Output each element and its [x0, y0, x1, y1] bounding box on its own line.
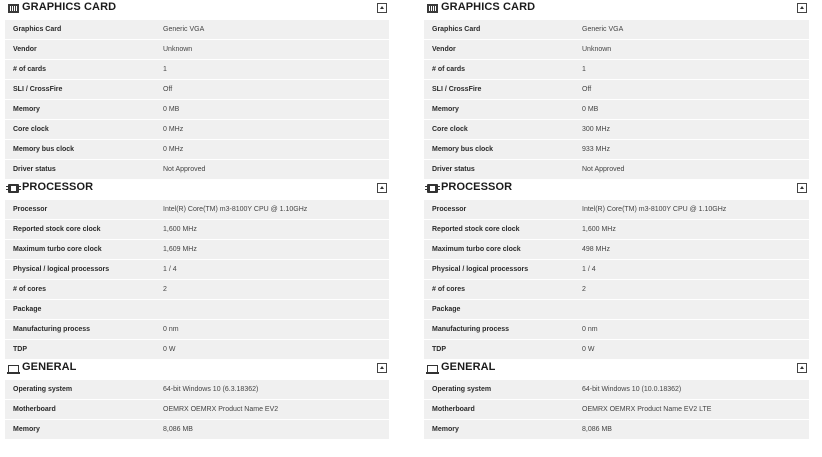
collapse-button[interactable] — [797, 363, 807, 373]
row-label: TDP — [432, 346, 446, 353]
info-row — [424, 420, 809, 439]
collapse-button[interactable] — [377, 183, 387, 193]
info-row — [5, 60, 389, 79]
info-row — [5, 380, 389, 399]
row-value: Unknown — [163, 46, 193, 53]
section-title: PROCESSOR — [441, 181, 513, 193]
graphics-card-header — [5, 0, 389, 20]
row-value: Off — [582, 86, 592, 93]
info-row — [424, 140, 809, 159]
info-row — [5, 160, 389, 179]
row-label: Memory bus clock — [432, 146, 494, 153]
info-row — [424, 160, 809, 179]
left-system-info-panel — [5, 0, 389, 440]
graphics-card-icon — [427, 4, 438, 13]
info-row — [424, 280, 809, 299]
row-value: 0 MHz — [163, 146, 184, 153]
row-value: 0 MB — [163, 106, 180, 113]
laptop-icon — [8, 365, 19, 373]
row-label: Graphics Card — [13, 26, 62, 33]
info-row — [424, 380, 809, 399]
row-label: Memory bus clock — [13, 146, 75, 153]
row-value: Generic VGA — [582, 26, 624, 33]
row-value: 300 MHz — [582, 126, 611, 133]
row-value: 1 / 4 — [163, 266, 177, 273]
info-row — [5, 20, 389, 39]
row-label: Operating system — [13, 386, 73, 393]
row-value: 2 — [163, 286, 167, 293]
info-row — [5, 240, 389, 259]
collapse-button[interactable] — [797, 183, 807, 193]
row-value: 1,609 MHz — [163, 246, 197, 253]
info-row — [424, 200, 809, 219]
section-title: GRAPHICS CARD — [441, 1, 536, 13]
row-label: Core clock — [13, 126, 49, 133]
row-label: Manufacturing process — [432, 326, 510, 333]
row-label: # of cores — [432, 286, 466, 293]
row-value: Not Approved — [582, 166, 625, 173]
row-value: Off — [163, 86, 173, 93]
info-row — [5, 400, 389, 419]
row-value: 64-bit Windows 10 (10.0.18362) — [582, 386, 682, 393]
row-label: Processor — [13, 206, 48, 213]
row-value: 1 — [163, 66, 167, 73]
row-value: 933 MHz — [582, 146, 611, 153]
row-value: 0 nm — [582, 326, 598, 333]
row-value: 8,086 MB — [582, 426, 612, 433]
general-header — [5, 360, 389, 380]
row-value: 1 / 4 — [582, 266, 596, 273]
info-row — [5, 260, 389, 279]
row-label: # of cores — [13, 286, 47, 293]
row-value: 1 — [582, 66, 586, 73]
info-row — [5, 40, 389, 59]
row-value: Not Approved — [163, 166, 206, 173]
row-value: 0 W — [582, 346, 595, 353]
section-title: GENERAL — [441, 361, 496, 373]
row-label: Memory — [13, 106, 40, 113]
row-label: Memory — [432, 426, 459, 433]
row-label: Package — [13, 306, 42, 313]
row-value: OEMRX OEMRX Product Name EV2 — [163, 406, 279, 413]
row-value: 498 MHz — [582, 246, 611, 253]
row-label: Processor — [432, 206, 467, 213]
row-value: 0 W — [163, 346, 176, 353]
row-label: Operating system — [432, 386, 492, 393]
row-value: 0 MHz — [163, 126, 184, 133]
section-title: GRAPHICS CARD — [22, 1, 117, 13]
row-label: Memory — [432, 106, 459, 113]
info-row — [424, 60, 809, 79]
row-label: Memory — [13, 426, 40, 433]
row-label: TDP — [13, 346, 27, 353]
collapse-button[interactable] — [797, 3, 807, 13]
info-row — [5, 280, 389, 299]
info-row — [424, 320, 809, 339]
processor-icon — [8, 184, 19, 193]
processor-icon — [427, 184, 438, 193]
info-row — [5, 420, 389, 439]
info-row — [424, 100, 809, 119]
row-label: # of cards — [13, 66, 47, 73]
info-row — [424, 120, 809, 139]
row-value: Intel(R) Core(TM) m3-8100Y CPU @ 1.10GHz — [163, 206, 308, 213]
collapse-button[interactable] — [377, 3, 387, 13]
graphics-card-header — [424, 0, 809, 20]
row-label: Physical / logical processors — [432, 266, 529, 273]
row-label: Maximum turbo core clock — [13, 246, 102, 253]
row-label: Reported stock core clock — [432, 226, 520, 233]
section-title: GENERAL — [22, 361, 77, 373]
row-label: Motherboard — [432, 406, 475, 413]
row-label: # of cards — [432, 66, 466, 73]
info-row — [424, 400, 809, 419]
row-value: 8,086 MB — [163, 426, 193, 433]
row-label: Core clock — [432, 126, 468, 133]
collapse-button[interactable] — [377, 363, 387, 373]
row-label: Motherboard — [13, 406, 56, 413]
row-label: Driver status — [432, 166, 475, 173]
info-row — [424, 240, 809, 259]
row-value: 1,600 MHz — [582, 226, 616, 233]
info-row — [424, 220, 809, 239]
info-row — [5, 320, 389, 339]
row-label: Reported stock core clock — [13, 226, 101, 233]
info-row — [424, 20, 809, 39]
info-row — [5, 120, 389, 139]
info-row — [424, 80, 809, 99]
row-label: SLI / CrossFire — [432, 86, 482, 93]
row-label: Vendor — [432, 46, 456, 53]
row-value: Generic VGA — [163, 26, 205, 33]
laptop-icon — [427, 365, 438, 373]
info-row — [424, 300, 809, 319]
general-header — [424, 360, 809, 380]
processor-header — [424, 180, 809, 200]
info-row — [5, 100, 389, 119]
row-value: 2 — [582, 286, 586, 293]
row-value: OEMRX OEMRX Product Name EV2 LTE — [582, 406, 712, 413]
processor-header — [5, 180, 389, 200]
info-row — [5, 200, 389, 219]
graphics-card-icon — [8, 4, 19, 13]
info-row — [424, 340, 809, 359]
info-row — [424, 40, 809, 59]
row-value: Unknown — [582, 46, 612, 53]
row-value: 64-bit Windows 10 (6.3.18362) — [163, 386, 259, 393]
info-row — [5, 220, 389, 239]
info-row — [424, 260, 809, 279]
info-row — [5, 140, 389, 159]
info-row — [5, 300, 389, 319]
row-label: Vendor — [13, 46, 37, 53]
section-title: PROCESSOR — [22, 181, 94, 193]
info-row — [5, 340, 389, 359]
row-value: Intel(R) Core(TM) m3-8100Y CPU @ 1.10GHz — [582, 206, 727, 213]
row-value: 0 MB — [582, 106, 599, 113]
row-label: SLI / CrossFire — [13, 86, 63, 93]
row-label: Driver status — [13, 166, 56, 173]
row-value: 1,600 MHz — [163, 226, 197, 233]
info-row — [5, 80, 389, 99]
row-label: Graphics Card — [432, 26, 481, 33]
row-label: Manufacturing process — [13, 326, 91, 333]
row-label: Physical / logical processors — [13, 266, 110, 273]
row-value: 0 nm — [163, 326, 179, 333]
row-label: Maximum turbo core clock — [432, 246, 521, 253]
right-system-info-panel — [424, 0, 809, 440]
row-label: Package — [432, 306, 461, 313]
